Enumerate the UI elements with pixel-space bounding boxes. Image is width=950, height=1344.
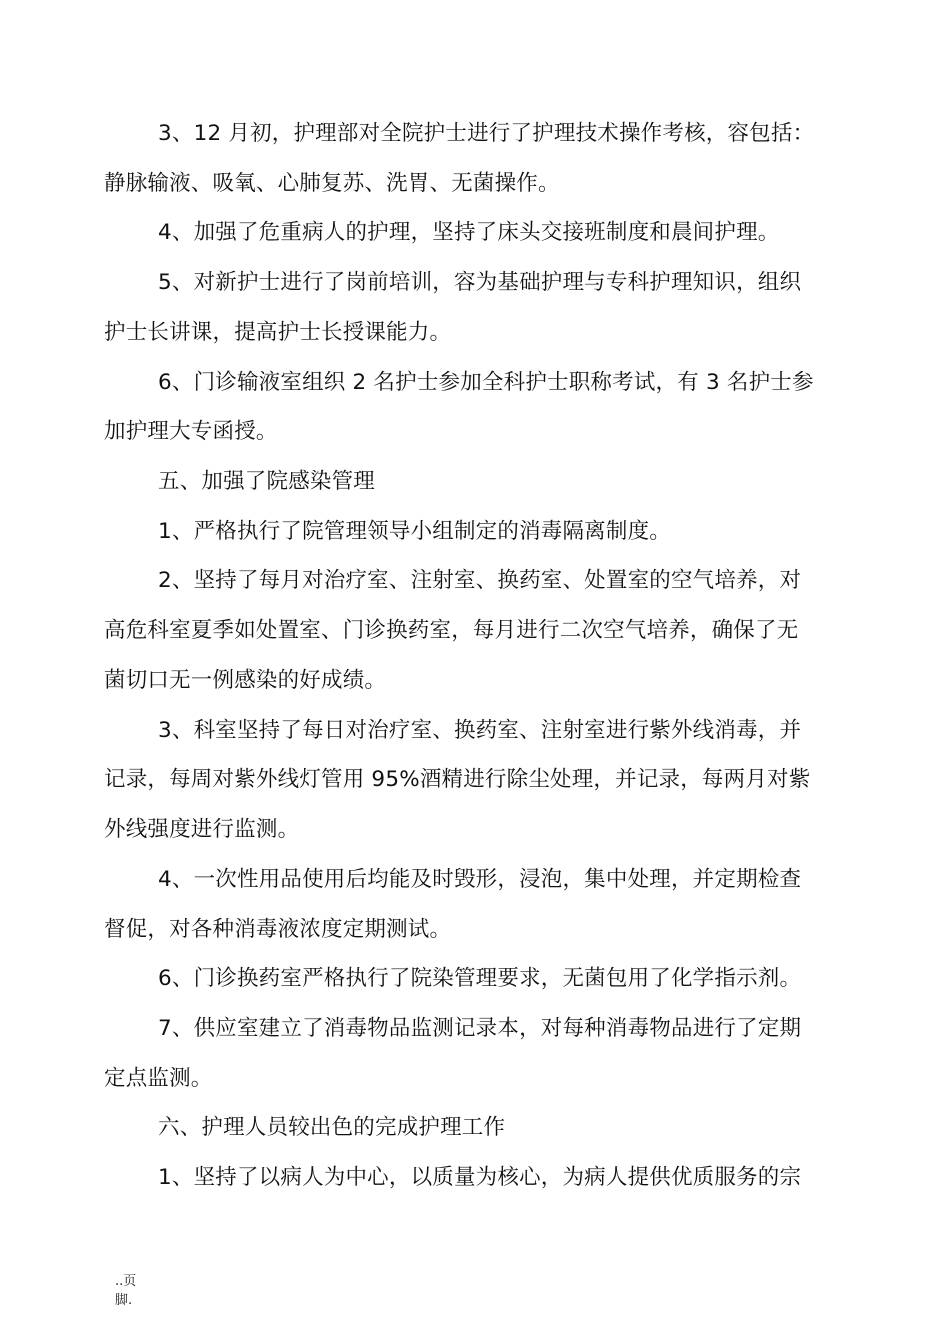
- text-line: 6、门诊输液室组织 2 名护士参加全科护士职称考试，有 3 名护士参: [158, 370, 814, 395]
- text-line: 加护理大专函授。: [104, 419, 278, 444]
- text-line: 护士长讲课，提高护士长授课能力。: [104, 320, 452, 345]
- text-line: 菌切口无一例感染的好成绩。: [104, 668, 387, 693]
- text-line: 2、坚持了每月对治疗室、注射室、换药室、处置室的空气培养，对: [158, 568, 802, 593]
- text-line: 静脉输液、吸氧、心肺复苏、洗胃、无菌操作。: [104, 171, 560, 196]
- text-line: 定点监测。: [104, 1066, 213, 1091]
- page-footer-line-2: 脚.: [115, 1293, 133, 1308]
- text-line: 3、科室坚持了每日对治疗室、换药室、注射室进行紫外线消毒，并: [158, 718, 802, 743]
- text-line: 外线强度进行监测。: [104, 817, 300, 842]
- text-line: 3、12 月初，护理部对全院护士进行了护理技术操作考核，容包括：: [158, 121, 815, 146]
- page-footer-line-1: ..页: [115, 1274, 137, 1289]
- text-line: 6、门诊换药室严格执行了院染管理要求，无菌包用了化学指示剂。: [158, 966, 802, 991]
- text-line: 1、严格执行了院管理领导小组制定的消毒隔离制度。: [158, 519, 671, 544]
- text-line: 督促，对各种消毒液浓度定期测试。: [104, 917, 452, 942]
- section-heading: 五、加强了院感染管理: [158, 469, 376, 494]
- text-line: 记录，每周对紫外线灯管用 95%酒精进行除尘处理，并记录，每两月对紫: [104, 767, 811, 792]
- text-line: 1、坚持了以病人为中心，以质量为核心，为病人提供优质服务的宗: [158, 1165, 802, 1190]
- text-line: 4、一次性用品使用后均能及时毁形，浸泡，集中处理，并定期检查: [158, 867, 802, 892]
- text-line: 高危科室夏季如处置室、门诊换药室，每月进行二次空气培养，确保了无: [104, 618, 799, 643]
- section-heading: 六、护理人员较出色的完成护理工作: [158, 1115, 506, 1140]
- text-line: 5、对新护士进行了岗前培训，容为基础护理与专科护理知识，组织: [158, 270, 802, 295]
- text-line: 7、供应室建立了消毒物品监测记录本，对每种消毒物品进行了定期: [158, 1016, 802, 1041]
- text-line: 4、加强了危重病人的护理，坚持了床头交接班制度和晨间护理。: [158, 220, 780, 245]
